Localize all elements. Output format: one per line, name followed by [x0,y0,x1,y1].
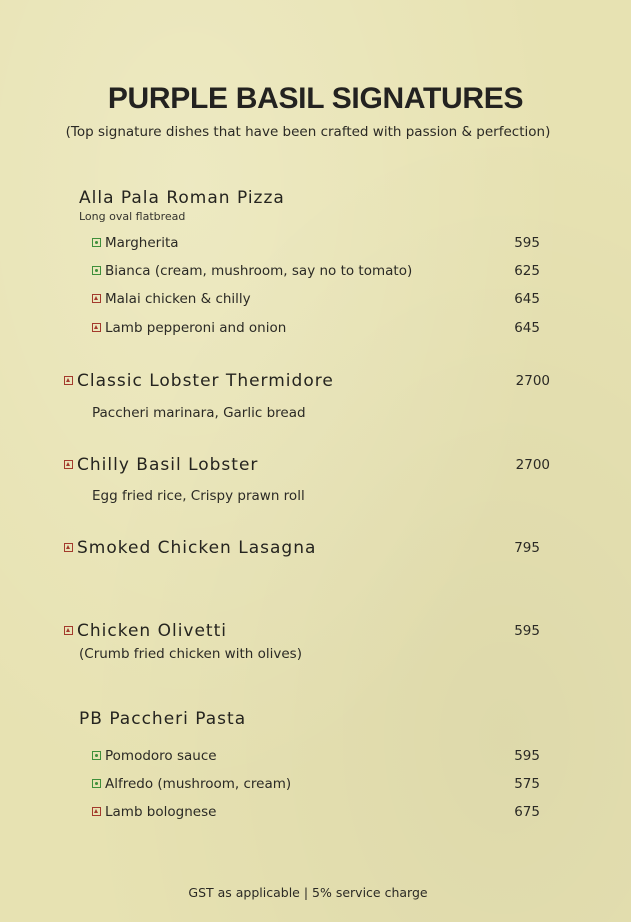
dish-name: Chicken Olivetti [77,621,227,641]
non-veg-icon [64,460,73,469]
non-veg-icon [64,543,73,552]
section-note-pizza: Long oval flatbread [79,210,186,223]
dish-heading-chicken-olivetti [64,621,227,641]
footer-note: GST as applicable | 5% service charge [188,885,428,900]
non-veg-icon [92,294,101,303]
dish-price: 595 [514,623,540,639]
section-heading-pasta: PB Paccheri Pasta [79,709,247,729]
non-veg-icon [92,807,101,816]
non-veg-icon [64,376,73,385]
non-veg-icon [92,323,101,332]
page-subtitle: (Top signature dishes that have been crafted with passion & perfection) [65,124,551,140]
item-price: 645 [514,320,540,336]
veg-icon [92,751,101,760]
item-price: 625 [514,263,540,279]
menu-item [92,235,179,251]
non-veg-icon [64,626,73,635]
item-name: Lamb pepperoni and onion [105,320,287,336]
item-name: Margherita [105,235,179,251]
menu-item [92,804,216,820]
dish-name: Chilly Basil Lobster [77,455,259,475]
dish-description: Paccheri marinara, Garlic bread [92,405,306,421]
veg-icon [92,266,101,275]
dish-heading-lasagna [64,538,316,558]
dish-heading-chilly-basil-lobster [64,455,258,475]
item-name: Alfredo (mushroom, cream) [105,776,292,792]
item-name: Malai chicken & chilly [105,291,251,307]
item-name: Pomodoro sauce [105,748,217,764]
section-heading-pizza: Alla Pala Roman Pizza [79,188,285,208]
veg-icon [92,238,101,247]
menu-item [92,291,251,307]
dish-price: 795 [514,540,540,556]
menu-item [92,748,217,764]
item-name: Lamb bolognese [105,804,217,820]
dish-description: (Crumb fried chicken with olives) [79,646,302,662]
dish-price: 2700 [515,373,550,389]
item-price: 645 [514,291,540,307]
item-price: 595 [514,235,540,251]
menu-item [92,320,286,336]
menu-item [92,263,412,279]
dish-price: 2700 [515,457,550,473]
page-title: PURPLE BASIL SIGNATURES [107,82,524,115]
dish-name: Classic Lobster Thermidore [77,371,334,391]
veg-icon [92,779,101,788]
item-price: 675 [514,804,540,820]
dish-name: Smoked Chicken Lasagna [77,538,317,558]
dish-description: Egg fried rice, Crispy prawn roll [92,488,305,504]
menu-item [92,776,291,792]
item-price: 595 [514,748,540,764]
dish-heading-lobster-thermidore [64,371,334,391]
item-price: 575 [514,776,540,792]
item-name: Bianca (cream, mushroom, say no to tomato) [105,263,413,279]
